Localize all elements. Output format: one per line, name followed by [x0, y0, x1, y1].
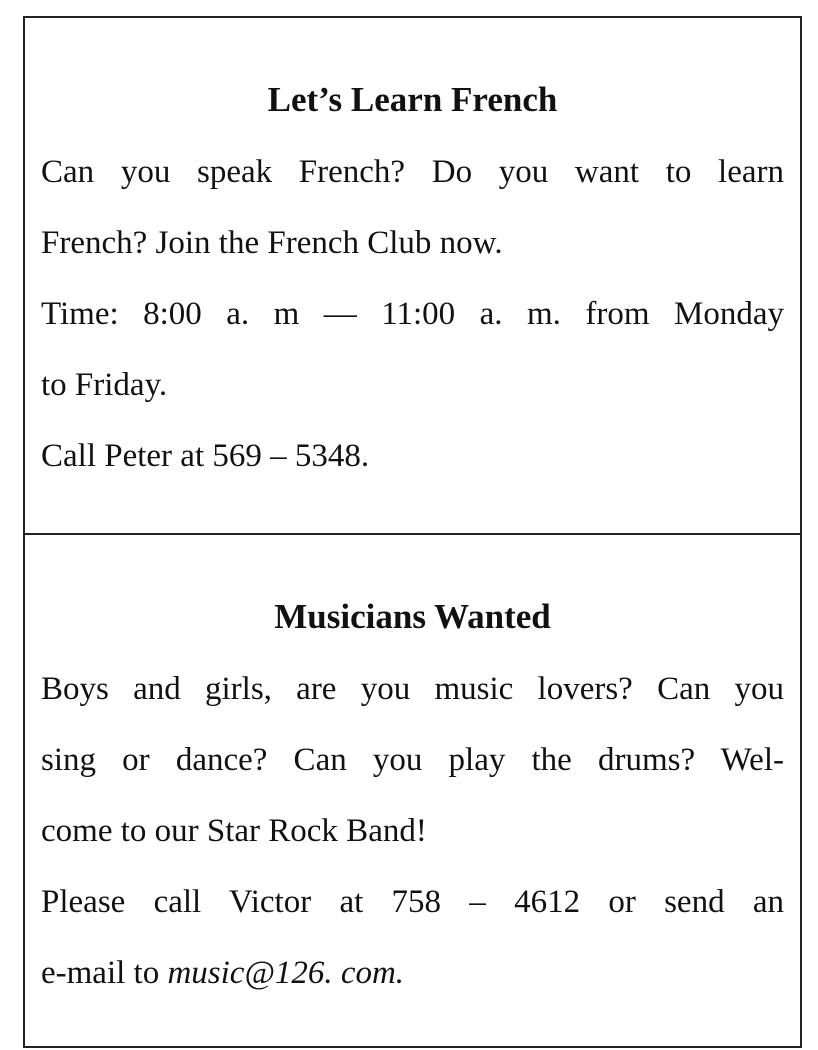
notice-text-line: Time: 8:00 a. m — 11:00 a. m. from Monday — [41, 296, 784, 332]
email-address: music@126. com. — [167, 955, 405, 991]
notice-title: Let’s Learn French — [267, 80, 558, 119]
notice-title: Musicians Wanted — [274, 597, 551, 636]
email-line — [41, 953, 784, 993]
notice-text-line: Boys and girls, are you music lovers? Can you — [41, 671, 784, 707]
email-prefix: e-mail to — [41, 955, 168, 991]
contact-line: Call Peter at 569 – 5348. — [41, 438, 370, 474]
notice-text-line: sing or dance? Can you play the drums? Wel- — [41, 742, 784, 778]
musicians-wanted-notice — [25, 533, 800, 1046]
notice-text-line: French? Join the French Club now. — [41, 225, 503, 261]
notice-text-line: to Friday. — [41, 367, 168, 403]
notice-text-line: come to our Star Rock Band! — [41, 813, 427, 849]
french-club-notice — [25, 18, 800, 533]
notice-board — [23, 16, 802, 1048]
contact-line: Please call Victor at 758 – 4612 or send an — [41, 884, 784, 920]
notice-text-line: Can you speak French? Do you want to learn — [41, 154, 784, 190]
